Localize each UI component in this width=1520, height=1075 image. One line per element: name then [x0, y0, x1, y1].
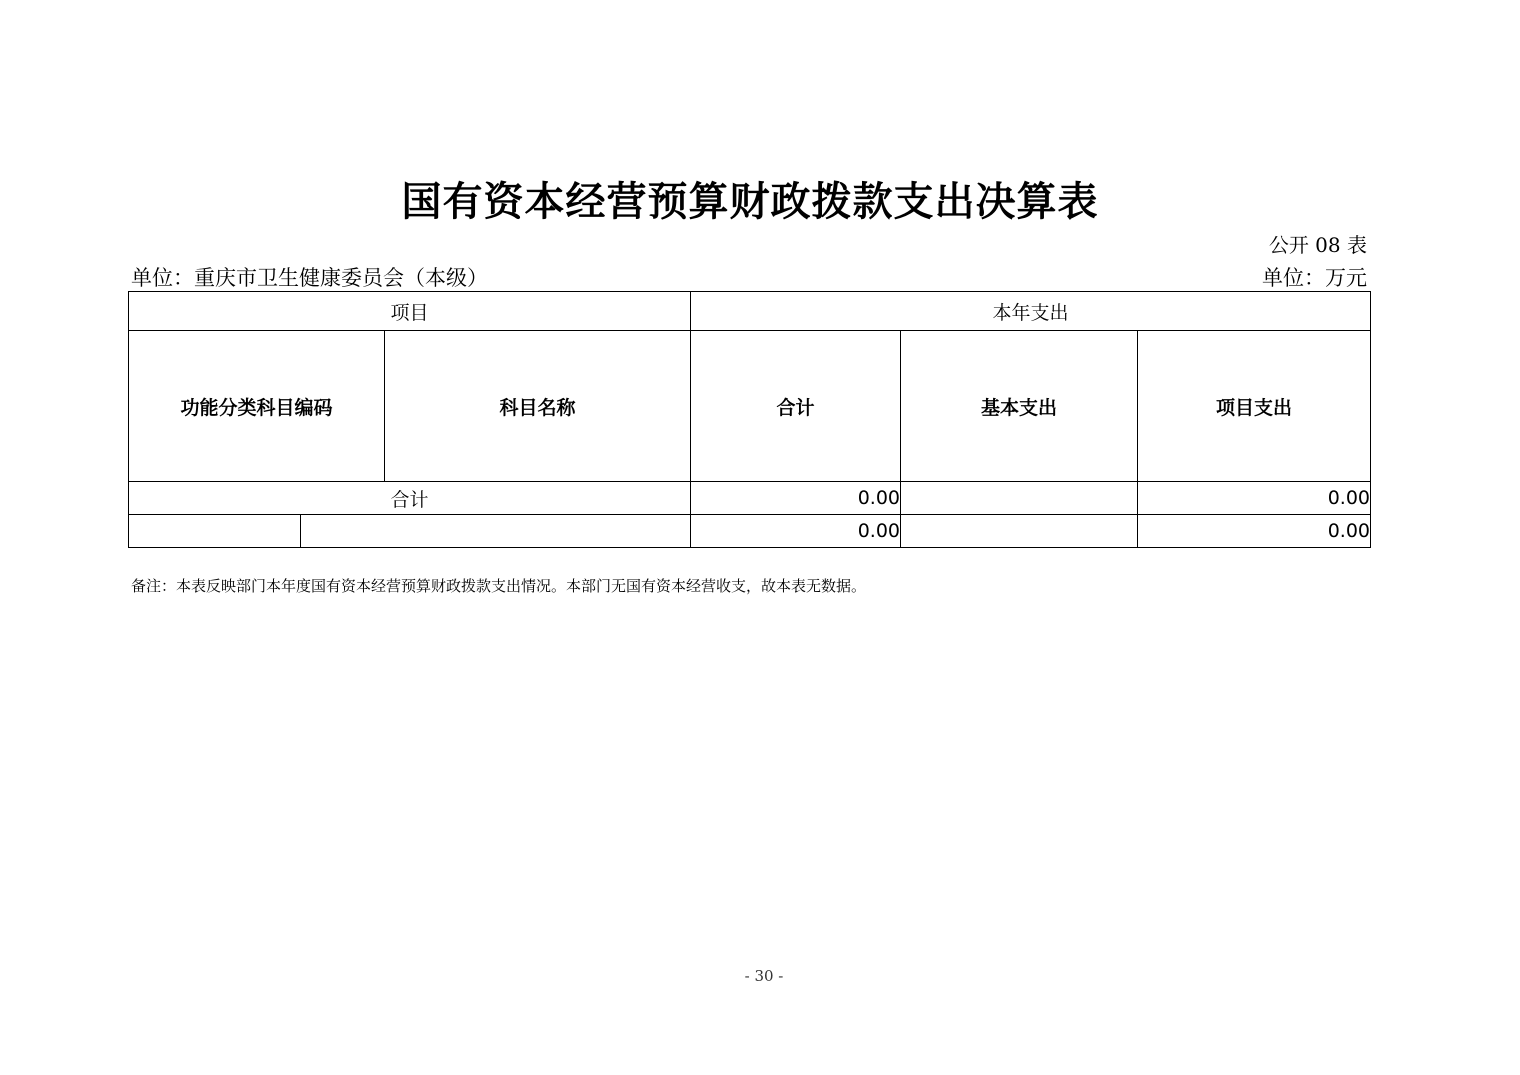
total-row: [129, 482, 1371, 515]
data-row-name: [301, 515, 691, 548]
total-row-basic: [901, 482, 1138, 515]
data-row-code: [129, 515, 301, 548]
total-row-project: 0.00: [1138, 482, 1371, 515]
form-number: 公开 08 表: [1268, 233, 1367, 257]
page-number: - 30 -: [744, 967, 784, 985]
total-row-label: 合计: [129, 482, 691, 515]
header-group-row: [129, 292, 1371, 331]
header-function-code: 功能分类科目编码: [129, 331, 385, 482]
budget-table: [128, 291, 1371, 548]
table-row: [129, 515, 1371, 548]
header-item: 项目: [129, 292, 691, 331]
document-title: 国有资本经营预算财政拨款支出决算表: [401, 178, 1099, 225]
header-subject-name: 科目名称: [385, 331, 691, 482]
header-current-year-expense: 本年支出: [691, 292, 1371, 331]
header-basic-expense: 基本支出: [901, 331, 1138, 482]
data-row-total: 0.00: [691, 515, 901, 548]
organization-unit: 单位：重庆市卫生健康委员会（本级）: [131, 266, 488, 290]
data-row-project: 0.00: [1138, 515, 1371, 548]
data-row-basic: [901, 515, 1138, 548]
currency-unit: 单位：万元: [1262, 266, 1367, 290]
header-project-expense: 项目支出: [1138, 331, 1371, 482]
total-row-total: 0.00: [691, 482, 901, 515]
header-total: 合计: [691, 331, 901, 482]
footnote: 备注：本表反映部门本年度国有资本经营预算财政拨款支出情况。本部门无国有资本经营收支，故本表无数据。: [131, 577, 867, 595]
header-column-row: [129, 331, 1371, 482]
